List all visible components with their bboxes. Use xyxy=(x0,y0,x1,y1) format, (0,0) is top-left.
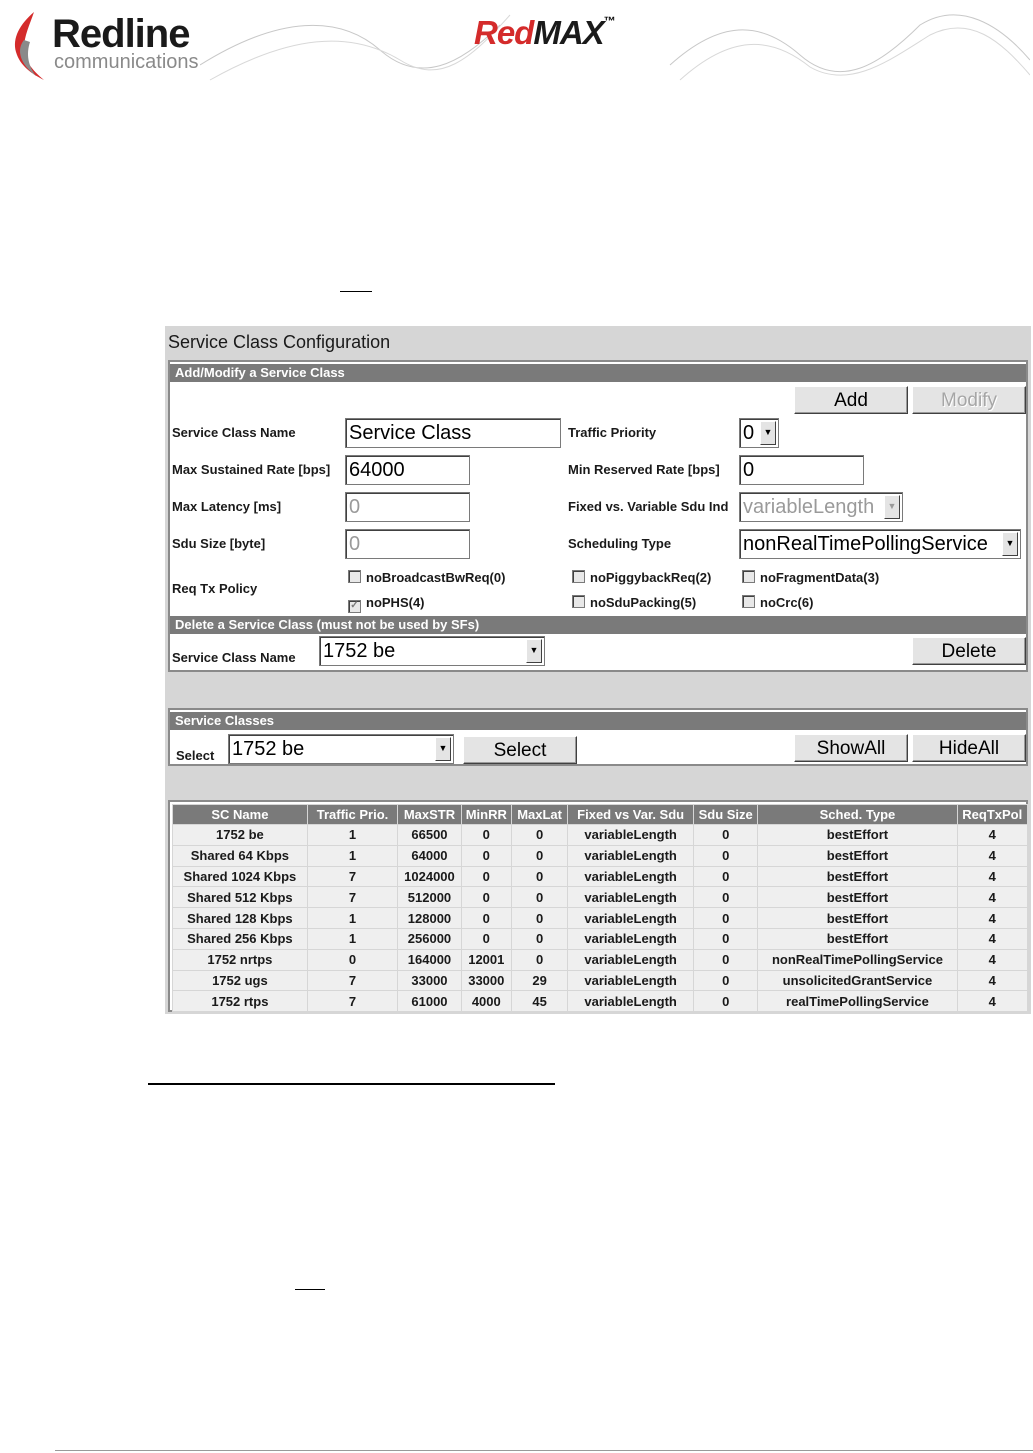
chevron-down-icon[interactable]: ▼ xyxy=(1002,532,1018,556)
table-cell: 0 xyxy=(694,887,758,908)
column-header: MaxLat xyxy=(511,805,567,825)
table-cell: 0 xyxy=(461,887,511,908)
table-cell: 4 xyxy=(957,908,1027,929)
table-cell: 0 xyxy=(461,928,511,949)
table-cell: bestEffort xyxy=(758,908,957,929)
table-cell: 1752 nrtps xyxy=(173,949,308,970)
table-cell: 4 xyxy=(957,845,1027,866)
scheduling-type-label: Scheduling Type xyxy=(568,536,672,551)
chevron-down-icon[interactable]: ▼ xyxy=(760,421,776,445)
service-class-configuration-panel xyxy=(165,326,1031,1014)
table-cell: variableLength xyxy=(568,908,694,929)
column-header: Sched. Type xyxy=(758,805,957,825)
footer-rule xyxy=(55,1450,1033,1451)
req-tx-policy-label: Req Tx Policy xyxy=(172,581,258,596)
table-cell: 1752 ugs xyxy=(173,970,308,991)
table-cell: 0 xyxy=(511,845,567,866)
product-name-black: MAX xyxy=(533,14,604,51)
sdu-size-label: Sdu Size [byte] xyxy=(172,536,266,551)
table-row xyxy=(173,949,1028,970)
table-cell: 7 xyxy=(307,866,398,887)
table-cell: 0 xyxy=(694,866,758,887)
add-modify-heading: Add/Modify a Service Class xyxy=(170,364,1026,382)
product-logo xyxy=(474,14,615,52)
table-cell: 45 xyxy=(511,991,567,1012)
column-header: MinRR xyxy=(461,805,511,825)
select-label: Select xyxy=(176,748,215,763)
chevron-down-icon[interactable]: ▼ xyxy=(435,737,451,761)
brand-name: Redline xyxy=(52,12,190,56)
table-row xyxy=(173,991,1028,1012)
table-cell: bestEffort xyxy=(758,845,957,866)
table-cell: 0 xyxy=(511,887,567,908)
service-classes-section xyxy=(168,708,1028,766)
show-all-button[interactable]: ShowAll xyxy=(794,734,908,762)
table-row xyxy=(173,887,1028,908)
table-cell: bestEffort xyxy=(758,887,957,908)
modify-button[interactable]: Modify xyxy=(912,386,1026,414)
table-cell: bestEffort xyxy=(758,825,957,846)
table-cell: 128000 xyxy=(398,908,461,929)
table-row xyxy=(173,845,1028,866)
max-latency-label: Max Latency [ms] xyxy=(172,499,282,514)
table-cell: 0 xyxy=(511,825,567,846)
table-cell: 64000 xyxy=(398,845,461,866)
chevron-down-icon[interactable]: ▼ xyxy=(526,639,542,663)
table-cell: Shared 1024 Kbps xyxy=(173,866,308,887)
checkbox-unchecked-icon[interactable] xyxy=(572,595,585,608)
table-cell: 61000 xyxy=(398,991,461,1012)
table-cell: 164000 xyxy=(398,949,461,970)
table-cell: variableLength xyxy=(568,825,694,846)
table-cell: variableLength xyxy=(568,866,694,887)
table-row xyxy=(173,908,1028,929)
delete-service-class-select[interactable] xyxy=(319,636,545,666)
checkbox-checked-icon[interactable]: ✓ xyxy=(348,600,361,613)
brand-subtitle: communications xyxy=(54,51,199,73)
section-divider-line xyxy=(148,1083,555,1085)
add-modify-section xyxy=(168,360,1028,672)
service-class-select[interactable] xyxy=(228,734,454,764)
table-cell: 0 xyxy=(694,991,758,1012)
column-header: ReqTxPol xyxy=(957,805,1027,825)
table-cell: 1752 rtps xyxy=(173,991,308,1012)
policy-label: noCrc(6) xyxy=(760,595,814,610)
table-cell: 0 xyxy=(694,949,758,970)
max-sustained-rate-input[interactable]: 64000 xyxy=(345,455,470,485)
traffic-priority-label: Traffic Priority xyxy=(568,425,657,440)
table-row xyxy=(173,866,1028,887)
product-name-red: Red xyxy=(474,14,534,51)
header-swoosh-decoration xyxy=(200,5,1030,90)
table-cell: variableLength xyxy=(568,887,694,908)
table-cell: 66500 xyxy=(398,825,461,846)
table-header-row xyxy=(173,805,1028,825)
table-cell: 1 xyxy=(307,928,398,949)
delete-button[interactable]: Delete xyxy=(912,637,1026,665)
column-header: MaxSTR xyxy=(398,805,461,825)
table-row xyxy=(173,970,1028,991)
fixed-variable-sdu-label: Fixed vs. Variable Sdu Ind xyxy=(568,499,729,514)
column-header: Fixed vs Var. Sdu xyxy=(568,805,694,825)
min-reserved-rate-input[interactable]: 0 xyxy=(739,455,864,485)
table-cell: 0 xyxy=(694,970,758,991)
table-cell: realTimePollingService xyxy=(758,991,957,1012)
table-cell: Shared 128 Kbps xyxy=(173,908,308,929)
table-cell: 1752 be xyxy=(173,825,308,846)
panel-title: Service Class Configuration xyxy=(168,332,391,352)
table-cell: 7 xyxy=(307,991,398,1012)
table-cell: 256000 xyxy=(398,928,461,949)
sdu-size-input[interactable]: 0 xyxy=(345,529,470,559)
table-cell: 0 xyxy=(461,866,511,887)
table-cell: Shared 64 Kbps xyxy=(173,845,308,866)
table-cell: 0 xyxy=(307,949,398,970)
table-cell: 4 xyxy=(957,991,1027,1012)
checkbox-unchecked-icon[interactable] xyxy=(348,570,361,583)
policy-label: noPiggybackReq(2) xyxy=(590,570,712,585)
traffic-priority-value: 0 xyxy=(743,422,755,444)
service-class-select-value: 1752 be xyxy=(232,738,305,760)
table-cell: 1 xyxy=(307,825,398,846)
table-cell: 0 xyxy=(694,908,758,929)
hide-all-button[interactable]: HideAll xyxy=(912,734,1026,762)
table-row xyxy=(173,825,1028,846)
scheduling-type-value: nonRealTimePollingService xyxy=(743,533,988,555)
delete-service-class-name-label: Service Class Name xyxy=(172,650,296,665)
table-cell: 1024000 xyxy=(398,866,461,887)
table-cell: 0 xyxy=(694,845,758,866)
table-cell: 0 xyxy=(511,908,567,929)
text-underline-mark xyxy=(340,291,372,292)
column-header: Sdu Size xyxy=(694,805,758,825)
service-class-name-input[interactable]: Service Class xyxy=(345,418,561,448)
table-cell: Shared 512 Kbps xyxy=(173,887,308,908)
table-cell: 4 xyxy=(957,970,1027,991)
table-cell: 0 xyxy=(511,866,567,887)
table-cell: bestEffort xyxy=(758,928,957,949)
table-row xyxy=(173,928,1028,949)
column-header: SC Name xyxy=(173,805,308,825)
table-cell: 12001 xyxy=(461,949,511,970)
delete-heading: Delete a Service Class (must not be used by SFs) xyxy=(170,616,1026,634)
table-cell: variableLength xyxy=(568,928,694,949)
redline-logo-icon xyxy=(6,10,50,82)
table-body xyxy=(173,825,1028,1012)
delete-service-class-value: 1752 be xyxy=(323,640,396,662)
table-cell: 4 xyxy=(957,928,1027,949)
column-header: Traffic Prio. xyxy=(307,805,398,825)
table-cell: 0 xyxy=(461,845,511,866)
checkbox-unchecked-icon[interactable] xyxy=(572,570,585,583)
policy-label: noFragmentData(3) xyxy=(760,570,880,585)
max-latency-input[interactable]: 0 xyxy=(345,492,470,522)
table-cell: nonRealTimePollingService xyxy=(758,949,957,970)
fixed-variable-sdu-select[interactable] xyxy=(739,492,903,522)
table-cell: 4 xyxy=(957,887,1027,908)
table-cell: 1 xyxy=(307,845,398,866)
fixed-variable-sdu-value: variableLength xyxy=(743,496,875,518)
table-cell: 0 xyxy=(694,928,758,949)
table-cell: Shared 256 Kbps xyxy=(173,928,308,949)
policy-checkbox-nocrc[interactable] xyxy=(742,595,813,610)
policy-label: noBroadcastBwReq(0) xyxy=(366,570,506,585)
table-cell: 0 xyxy=(511,949,567,970)
table-cell: 0 xyxy=(694,825,758,846)
chevron-down-icon[interactable]: ▼ xyxy=(884,495,900,519)
policy-checkbox-nosdupacking[interactable] xyxy=(572,595,696,610)
table-cell: variableLength xyxy=(568,949,694,970)
service-classes-heading: Service Classes xyxy=(170,712,1026,730)
checkbox-unchecked-icon[interactable] xyxy=(742,595,755,608)
min-reserved-rate-label: Min Reserved Rate [bps] xyxy=(568,462,720,477)
table-cell: 7 xyxy=(307,970,398,991)
policy-checkbox-nobroadcastbwreq[interactable] xyxy=(348,570,505,585)
table-cell: variableLength xyxy=(568,970,694,991)
table-cell: 0 xyxy=(461,908,511,929)
traffic-priority-select[interactable] xyxy=(739,418,779,448)
policy-checkbox-nopiggybackreq[interactable] xyxy=(572,570,711,585)
table-cell: 0 xyxy=(461,825,511,846)
table-cell: 33000 xyxy=(461,970,511,991)
table-cell: 512000 xyxy=(398,887,461,908)
table-cell: 1 xyxy=(307,908,398,929)
checkbox-unchecked-icon[interactable] xyxy=(742,570,755,583)
table-cell: variableLength xyxy=(568,845,694,866)
table-cell: 4 xyxy=(957,866,1027,887)
service-class-name-label: Service Class Name xyxy=(172,425,296,440)
table-cell: 29 xyxy=(511,970,567,991)
table-cell: 4 xyxy=(957,825,1027,846)
table-cell: bestEffort xyxy=(758,866,957,887)
policy-label: noPHS(4) xyxy=(366,595,425,610)
service-classes-table xyxy=(172,804,1028,1012)
table-cell: 7 xyxy=(307,887,398,908)
trademark-symbol: ™ xyxy=(603,14,615,28)
table-cell: 33000 xyxy=(398,970,461,991)
add-button[interactable]: Add xyxy=(794,386,908,414)
table-cell: 4000 xyxy=(461,991,511,1012)
table-cell: 0 xyxy=(511,928,567,949)
max-sustained-rate-label: Max Sustained Rate [bps] xyxy=(172,462,331,477)
text-underline-mark xyxy=(295,1289,325,1290)
select-button[interactable]: Select xyxy=(463,736,577,764)
table-cell: variableLength xyxy=(568,991,694,1012)
scheduling-type-select[interactable] xyxy=(739,529,1021,559)
service-classes-table-container xyxy=(168,800,1028,1012)
table-cell: unsolicitedGrantService xyxy=(758,970,957,991)
policy-label: noSduPacking(5) xyxy=(590,595,697,610)
policy-checkbox-nofragmentdata[interactable] xyxy=(742,570,879,585)
table-cell: 4 xyxy=(957,949,1027,970)
policy-checkbox-nophs[interactable] xyxy=(348,595,425,613)
